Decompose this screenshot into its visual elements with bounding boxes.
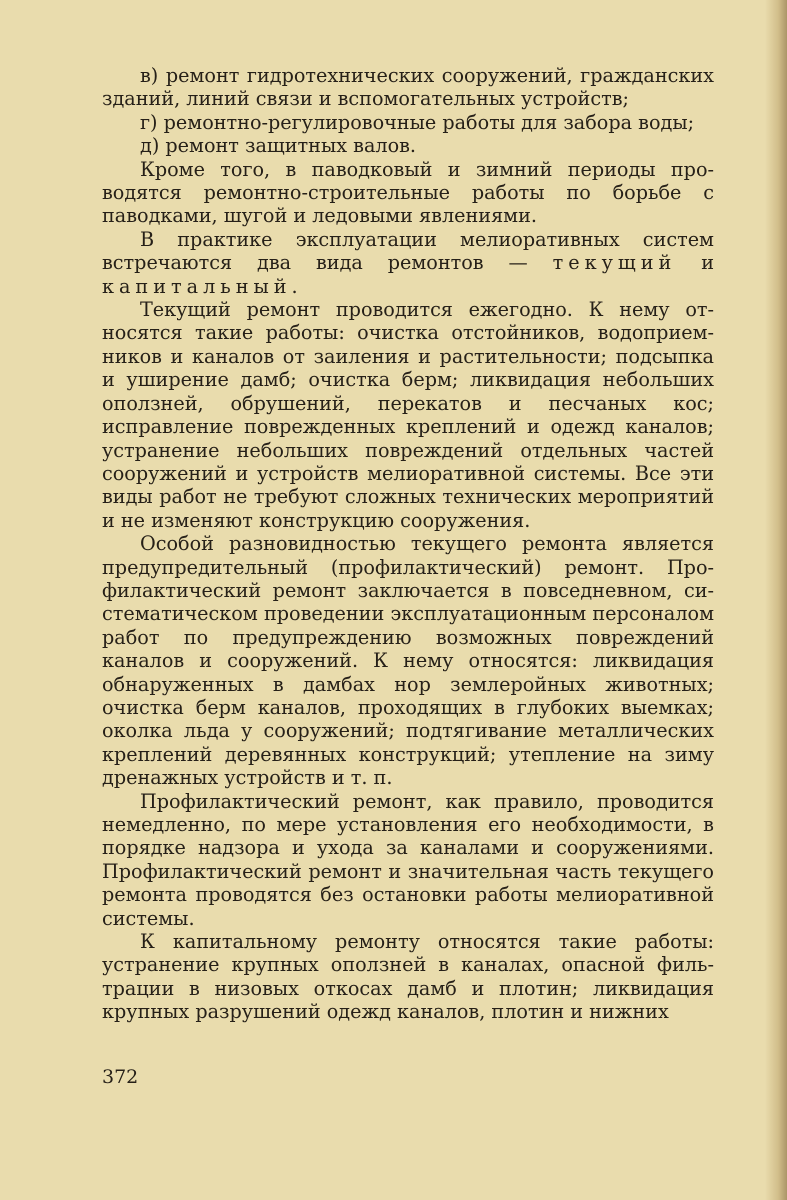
term-capital: капитальный bbox=[102, 274, 292, 298]
body-text bbox=[102, 64, 714, 1024]
repair-types-conjunction: и bbox=[676, 251, 714, 275]
paragraph-preventive-timing: Профилактический ремонт, как правило, проводится немедленно, по мере установления его необходимости, в порядке надзора и ухода за каналами и сооружениями. Профилактический ремонт и значительная часть текущего ремонта проводятся без остановки работы мелиоративной системы. bbox=[102, 789, 714, 930]
repair-types-lead: В практике эксплуатации мелиоративных систем встречаются два вида ремонтов — bbox=[102, 227, 714, 275]
repair-types-end: . bbox=[291, 274, 298, 298]
paragraph-flood-works: Кроме того, в паводковый и зимний периоды проводятся ремонтно-строительные работы по борьбе с паводками, шугой и ледовыми явлениями. bbox=[102, 157, 714, 228]
paragraph-item-v: в) ремонт гидротехнических сооружений, гражданских зданий, линий связи и вспомогательных устройств; bbox=[102, 64, 714, 111]
paragraph-item-g: г) ремонтно-регулировочные работы для забора воды; bbox=[140, 110, 695, 134]
term-current: текущий bbox=[552, 251, 677, 275]
paragraph-capital-repair: К капитальному ремонту относятся такие работы: устранение крупных оползней в каналах, опасной фильтрации в низовых откосах дамб и плотин; ликвидация крупных разрушений одежд каналов, плотин и нижних bbox=[102, 930, 714, 1024]
paragraph-item-d: д) ремонт защитных валов. bbox=[140, 134, 417, 158]
page-edge-shadow bbox=[765, 0, 787, 1200]
paragraph-current-repair: Текущий ремонт проводится ежегодно. К нему относятся такие работы: очистка отстойников, водоприемников и каналов от заиления и растительности; подсыпка и уширение дамб; очистка берм; ликвидация небольших оползней, обрушений, перекатов и песчаных кос; исправление поврежденных креплений и одежд каналов; устранение небольших повреждений отдельных частей сооружений и устройств мелиоративной системы. Все эти виды работ не требуют сложных технических мероприятий и не изменяют конструкцию сооружения. bbox=[102, 298, 714, 532]
paragraph-preventive-repair: Особой разновидностью текущего ремонта является предупредительный (профилактический) ремонт. Профилактический ремонт заключается в повседневном, систематическом проведении эксплуатационным персоналом работ по предупреждению возможных повреждений каналов и сооружений. К нему относятся: ликвидация обнаруженных в дамбах нор землеройных животных; очистка берм каналов, проходящих в глубоких выемках; околка льда у сооружений; подтягивание металлических креплений деревянных конструкций; утепление на зиму дренажных устройств и т. п. bbox=[102, 532, 714, 790]
paragraph-repair-types bbox=[102, 228, 714, 298]
page-number: 372 bbox=[102, 1066, 139, 1088]
